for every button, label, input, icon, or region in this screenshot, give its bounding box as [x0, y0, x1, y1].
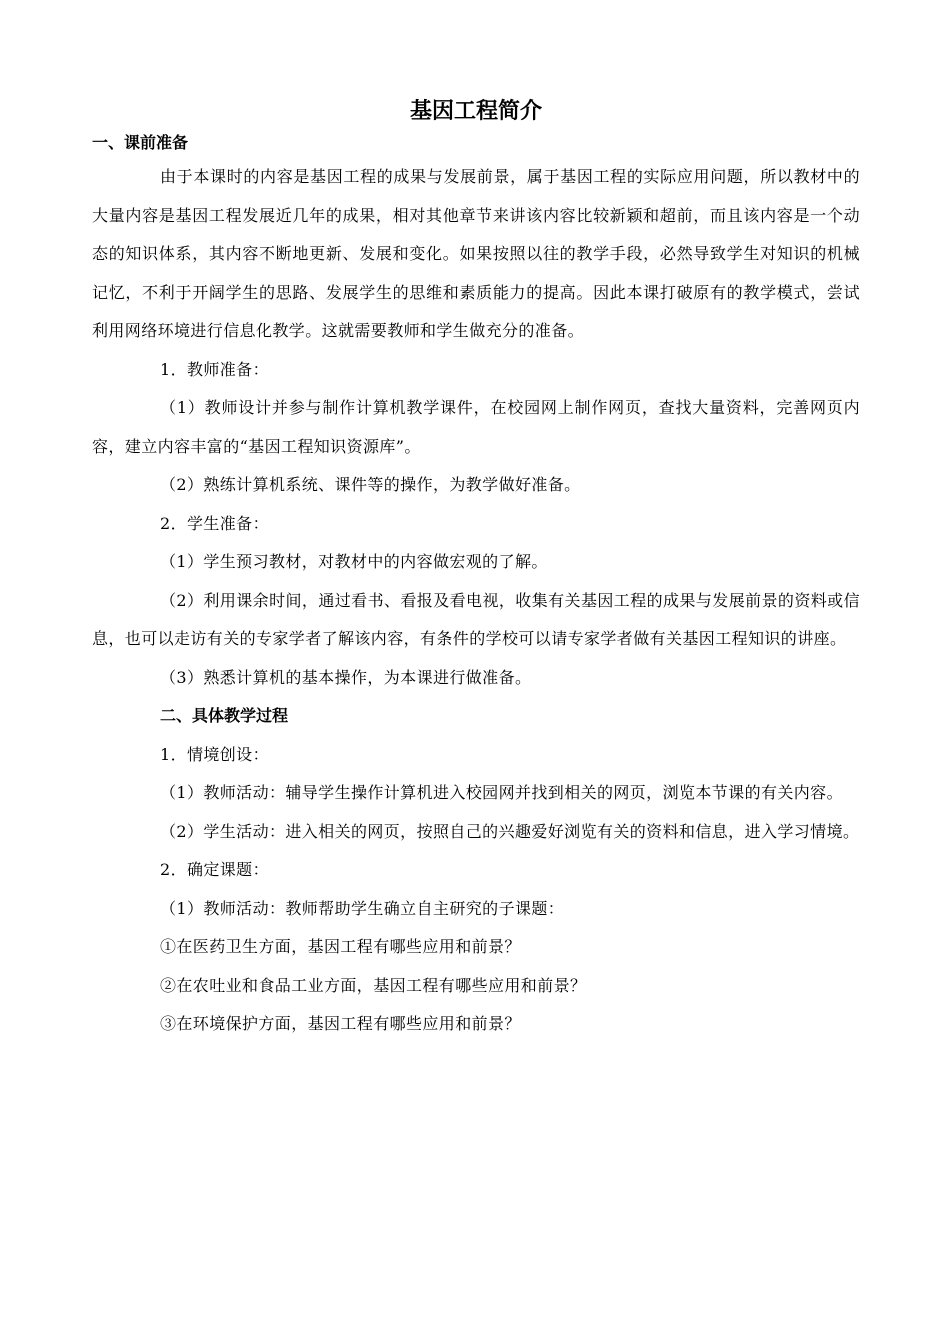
teacher-prep-item: （1）教师设计并参与制作计算机教学课件，在校园网上制作网页，查找大量资料，完善网页内容，建立内容丰富的“基因工程知识资源库”。 — [92, 398, 860, 456]
scenario-item: （1）教师活动：辅导学生操作计算机进入校园网并找到相关的网页，浏览本节课的有关内容。 — [160, 783, 843, 802]
section-heading-teaching-process: 二、具体教学过程 — [160, 706, 289, 725]
intro-paragraph: 由于本课时的内容是基因工程的成果与发展前景，属于基因工程的实际应用问题，所以教材中的大量内容是基因工程发展近几年的成果，相对其他章节来讲该内容比较新颖和超前，而且该内容是一个动态的知识体系，其内容不断地更新、发展和变化。如果按照以往的教学手段，必然导致学生对知识的机械记忆，不利于开阔学生的思路、发展学生的思维和素质能力的提高。因此本课打破原有的教学模式，尝试利用网络环境进行信息化教学。这就需要教师和学生做充分的准备。 — [92, 167, 860, 340]
teacher-prep-heading: 1．教师准备： — [160, 359, 269, 379]
research-question: ①在医药卫生方面，基因工程有哪些应用和前景？ — [160, 937, 521, 956]
research-question: ③在环境保护方面，基因工程有哪些应用和前景？ — [160, 1014, 521, 1033]
teacher-prep-item: （2）熟练计算机系统、课件等的操作，为教学做好准备。 — [160, 475, 581, 494]
document-title: 基因工程简介 — [409, 99, 542, 124]
step-heading-scenario: 1．情境创设： — [160, 744, 269, 764]
student-prep-heading: 2．学生准备： — [160, 513, 269, 533]
section-heading-preparation: 一、课前准备 — [92, 133, 189, 152]
student-prep-item: （3）熟悉计算机的基本操作，为本课进行做准备。 — [160, 667, 532, 687]
document-page — [92, 92, 860, 1044]
student-prep-item: （2）利用课余时间，通过看书、看报及看电视，收集有关基因工程的成果与发展前景的资料或信息，也可以走访有关的专家学者了解该内容，有条件的学校可以请专家学者做有关基因工程知识的讲座。 — [92, 590, 860, 648]
topic-item: （1）教师活动：教师帮助学生确立自主研究的子课题： — [160, 898, 565, 918]
student-prep-item: （1）学生预习教材，对教材中的内容做宏观的了解。 — [160, 552, 548, 571]
scenario-item: （2）学生活动：进入相关的网页，按照自己的兴趣爱好浏览有关的资料和信息，进入学习情境。 — [160, 821, 860, 841]
research-question: ②在农吐业和食品工业方面，基因工程有哪些应用和前景？ — [160, 975, 587, 995]
step-heading-topic: 2．确定课题： — [160, 860, 269, 879]
